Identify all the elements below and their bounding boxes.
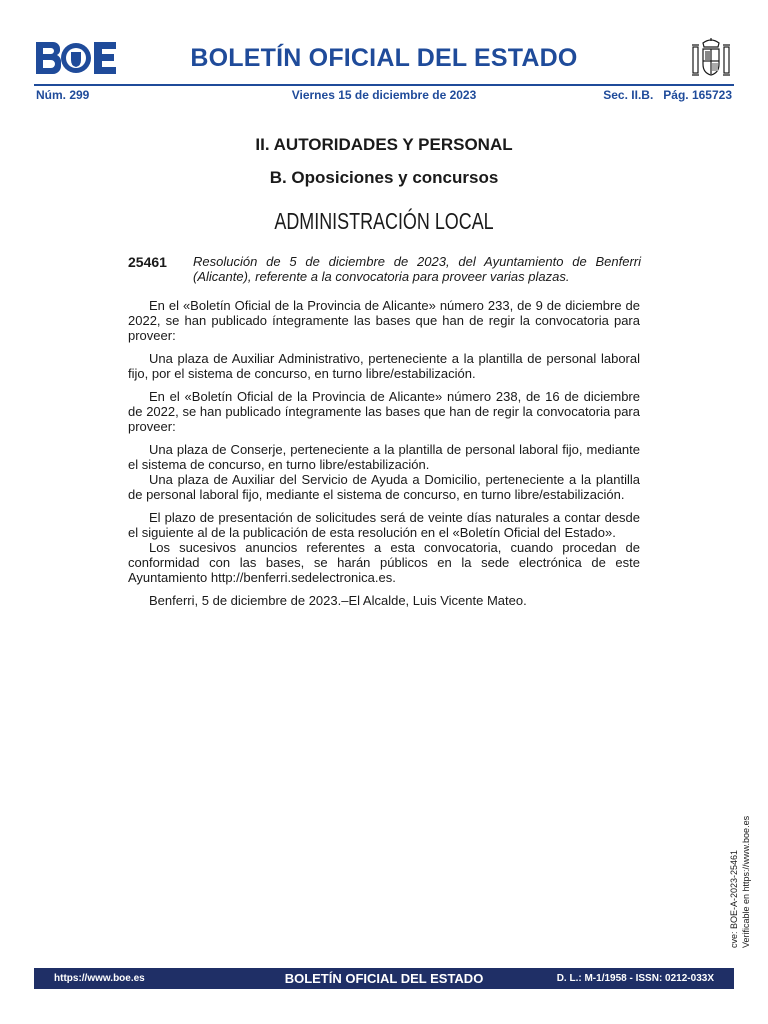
page-title: BOLETÍN OFICIAL DEL ESTADO: [190, 44, 578, 72]
footer-url-link[interactable]: https://www.boe.es: [54, 973, 145, 984]
issue-number: Núm. 299: [36, 88, 90, 102]
section-page: Sec. II.B. Pág. 165723: [603, 88, 732, 102]
disposition-title: Resolución de 5 de diciembre de 2023, del Ayuntamiento de Benferri (Alicante), referente a la convocatoria para proveer varias plazas.: [193, 254, 641, 284]
paragraph: Una plaza de Auxiliar Administrativo, perteneciente a la plantilla de personal laboral fijo, por el sistema de concurso, en turno libre/estabilización.: [128, 351, 640, 381]
footer-title: BOLETÍN OFICIAL DEL ESTADO: [284, 971, 484, 986]
paragraph: Los sucesivos anuncios referentes a esta convocatoria, cuando procedan de conformidad con las bases, se harán públicos en la sede electrónica de este Ayuntamiento http://benferri.sedelectronica.es.: [128, 540, 640, 585]
paragraph: En el «Boletín Oficial de la Provincia de Alicante» número 233, de 9 de diciembre de 2022, se han publicado íntegramente las bases que han de regir la convocatoria para proveer:: [128, 298, 640, 343]
disposition-number: 25461: [128, 254, 167, 270]
footer-bar: [34, 968, 734, 989]
verification-url[interactable]: Verificable en https://www.boe.es: [741, 815, 751, 948]
publication-date: Viernes 15 de diciembre de 2023: [291, 88, 477, 102]
paragraph: Una plaza de Auxiliar del Servicio de Ayuda a Domicilio, perteneciente a la plantilla de personal laboral fijo, mediante el sistema de concurso, en turno libre/estabilización.: [128, 472, 640, 502]
administration-heading: ADMINISTRACIÓN LOCAL: [274, 208, 494, 234]
document-body: [128, 298, 640, 616]
footer-legal: D. L.: M-1/1958 - ISSN: 0212-033X: [556, 973, 714, 984]
paragraph: En el «Boletín Oficial de la Provincia de Alicante» número 238, de 16 de diciembre de 2022, se han publicado íntegramente las bases que han de regir la convocatoria para proveer:: [128, 389, 640, 434]
spanish-coat-of-arms-icon: [690, 37, 732, 79]
verification-note: [728, 748, 756, 948]
section-heading: II. AUTORIDADES Y PERSONAL: [255, 135, 513, 154]
paragraph: Una plaza de Conserje, perteneciente a la plantilla de personal laboral fijo, mediante el sistema de concurso, en turno libre/estabilización.: [128, 442, 640, 472]
cve-code: cve: BOE-A-2023-25461: [729, 849, 739, 948]
paragraph: El plazo de presentación de solicitudes será de veinte días naturales a contar desde el siguiente al de la publicación de esta resolución en el «Boletín Oficial del Estado».: [128, 510, 640, 540]
header-rule: [34, 84, 734, 86]
signature-line: Benferri, 5 de diciembre de 2023.–El Alcalde, Luis Vicente Mateo.: [149, 593, 527, 608]
subsection-heading: B. Oposiciones y concursos: [269, 168, 499, 187]
